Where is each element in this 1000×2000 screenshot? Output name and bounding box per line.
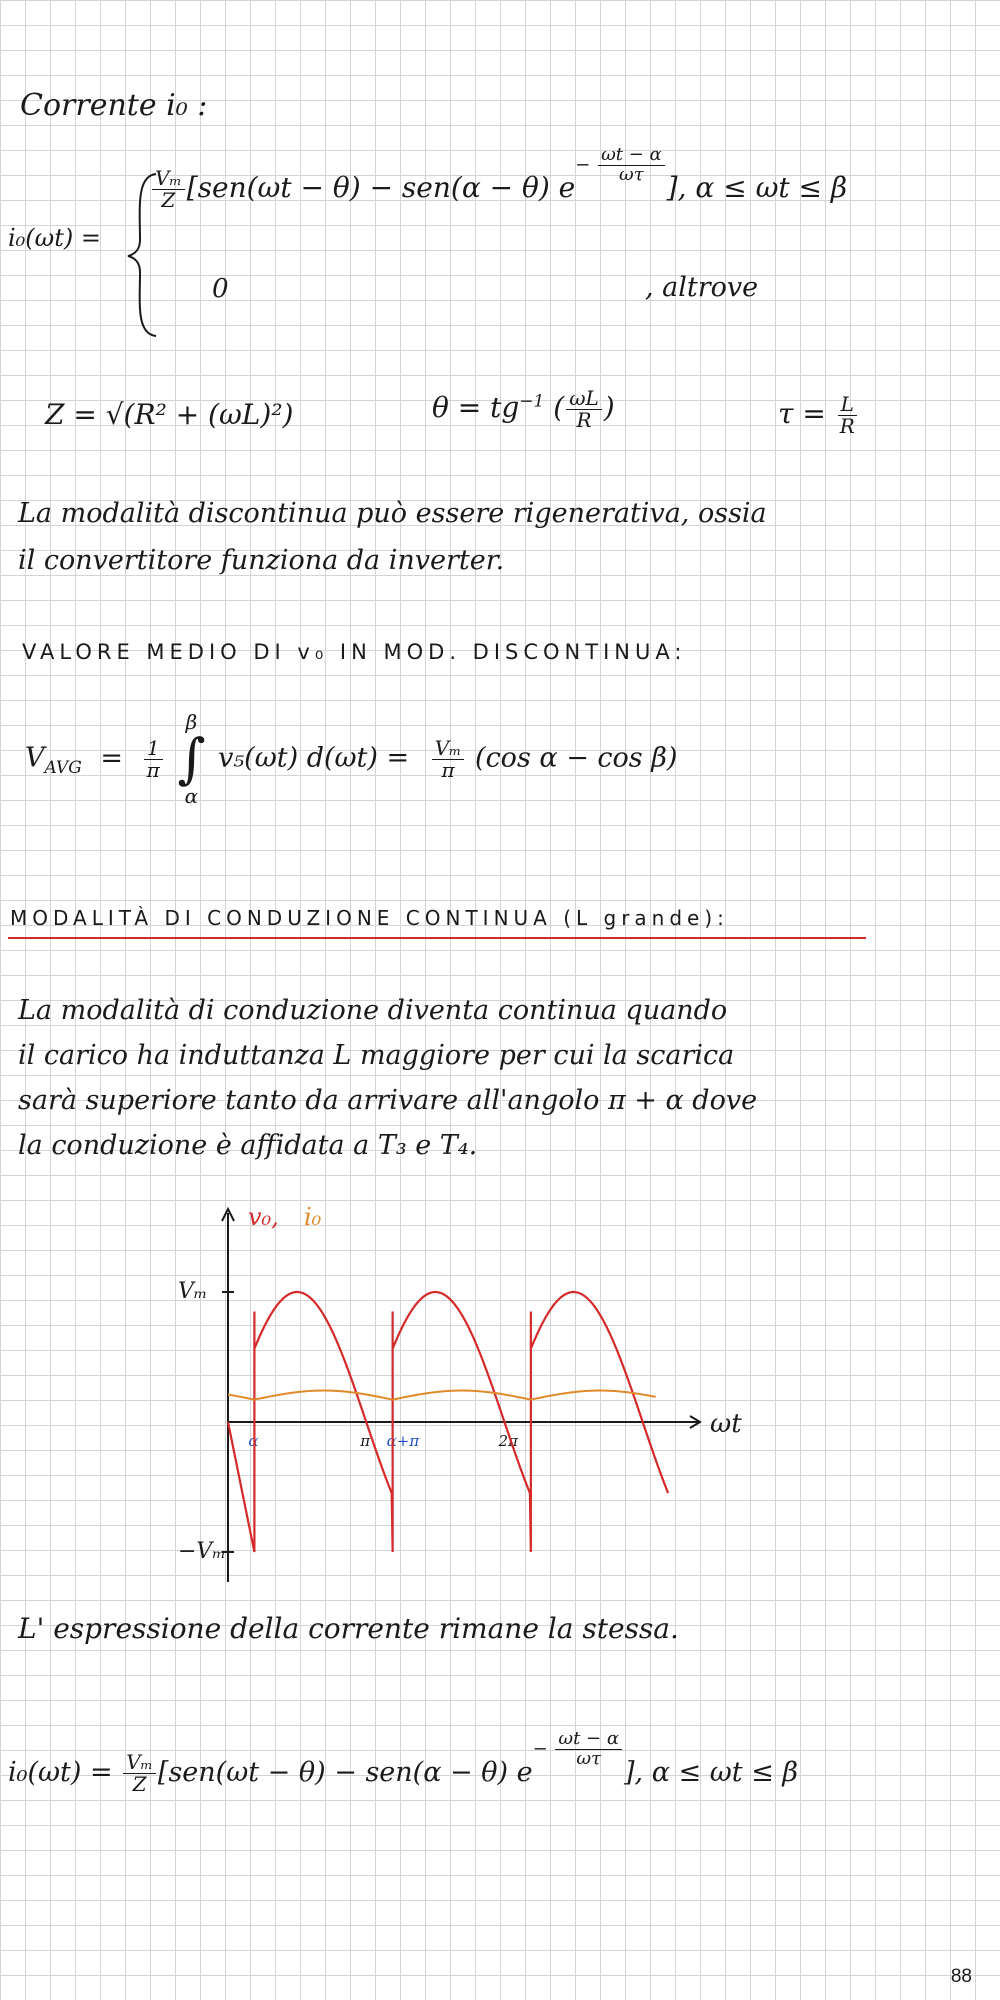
avg-rhs-den: π (441, 757, 455, 782)
theta-num: ωL (566, 388, 602, 410)
section-avg-heading: VALORE MEDIO DI v₀ IN MOD. DISCONTINUA: (22, 640, 687, 664)
case1-exp-num: ωt − α (598, 146, 665, 166)
section-continuous-heading: MODALITÀ DI CONDUZIONE CONTINUA (L grande): (10, 906, 729, 930)
section-underline (8, 937, 866, 939)
case2-cond: , altrove (645, 272, 759, 303)
paragraph1-line1: La modalità discontinua può essere rigenerativa, ossia (18, 498, 767, 529)
theta-den: R (576, 408, 592, 432)
def-theta: $\theta = tg^{-1}$ ( $\frac{\omega L}{R}$ ) (432, 386, 615, 432)
final-coef-den: Z (132, 1772, 147, 1796)
case1-body: [sen(ωt − θ) − sen(α − θ) e (186, 171, 576, 204)
final-body: [sen(ωt − θ) − sen(α − θ) e (157, 1757, 533, 1788)
tau-num: L (838, 394, 857, 416)
x-tick-label: 2π (498, 1432, 518, 1450)
avg-rhs: (cos α − cos β) (475, 742, 678, 774)
y-tick-label: −Vₘ (178, 1539, 226, 1564)
def-z: Z = √(R² + (ωL)²) (45, 398, 294, 431)
piecewise-lhs: i₀(ωt) = (8, 224, 101, 252)
def-tau (778, 394, 860, 437)
io-waveform (228, 1391, 656, 1400)
page-number: 88 (950, 1966, 972, 1987)
final-coef-num: Vₘ (123, 1752, 156, 1774)
case1-coef-den: Z (161, 188, 176, 212)
avg-formula (25, 712, 677, 806)
case1-close: ], α ≤ ωt ≤ β (666, 171, 848, 204)
paragraph1-line2: il convertitore funziona da inverter. (18, 545, 505, 576)
paragraph2-line4: la conduzione è affidata a T₃ e T₄. (18, 1130, 478, 1161)
final-exp-den: ωτ (576, 1747, 602, 1769)
x-tick-label: α+π (386, 1432, 420, 1450)
paragraph2-line1: La modalità di conduzione diventa continua quando (18, 995, 728, 1026)
y-axis-label-vo: v₀, (248, 1203, 279, 1231)
final-exp-sign: − (532, 1738, 548, 1760)
avg-integrand: v₅(ωt) d(ωt) = (218, 742, 410, 774)
avg-coef-num: 1 (144, 738, 163, 760)
theta-exp: −1 (519, 391, 545, 412)
avg-rhs-num: Vₘ (432, 738, 465, 760)
paragraph2-line3: sarà superiore tanto da arrivare all'angolo π + α dove (18, 1085, 758, 1116)
case1-exp-sign: − (575, 154, 591, 176)
y-tick-label: Vₘ (178, 1279, 208, 1304)
final-close: ], α ≤ ωt ≤ β (624, 1757, 798, 1788)
conclusion-text: L' espressione della corrente rimane la stessa. (18, 1612, 679, 1645)
avg-coef-den: π (146, 757, 160, 782)
current-title: Corrente i₀ : (20, 88, 208, 123)
avg-eq: = (100, 742, 124, 774)
waveform-chart (0, 1195, 1000, 1595)
case2-value: 0 (212, 274, 229, 304)
int-upper: β (185, 710, 198, 734)
case1-exp-den: ωτ (619, 163, 644, 185)
int-lower: α (184, 784, 199, 808)
theta-lhs: θ = tg (432, 391, 520, 424)
avg-lhs: V (25, 742, 45, 774)
x-tick-label: π (360, 1432, 371, 1450)
final-exp-num: ωt − α (555, 1730, 622, 1750)
avg-lhs-sub: AVG (44, 757, 82, 778)
case1-coef-num: Vₘ (152, 168, 185, 190)
x-tick-label: α (248, 1432, 259, 1450)
paragraph2-line2: il carico ha induttanza L maggiore per cui la scarica (18, 1040, 735, 1071)
final-lhs: i₀(ωt) = (8, 1757, 113, 1788)
integral-sign: β ∫ α (177, 710, 206, 808)
tau-den: R (839, 414, 855, 438)
x-axis-label: ωt (710, 1409, 742, 1439)
tau-lhs: τ = (778, 397, 826, 430)
y-axis-label-io: i₀ (304, 1203, 322, 1231)
